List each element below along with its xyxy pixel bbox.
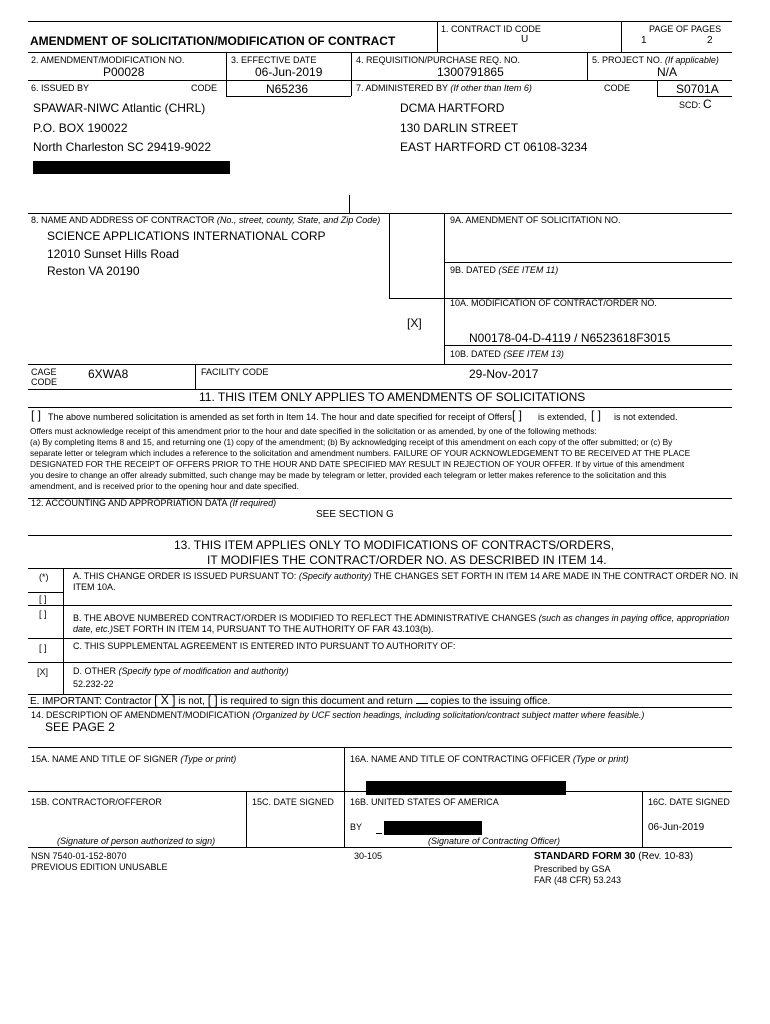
- administered-by-code-value: S0701A: [676, 82, 719, 96]
- contractor-address-line-2: 12010 Sunset Hills Road: [47, 247, 180, 261]
- issued-by-code-label: CODE: [191, 83, 218, 93]
- modification-checkbox[interactable]: [X]: [407, 316, 422, 330]
- form-title: AMENDMENT OF SOLICITATION/MODIFICATION OF CONTRACT: [30, 34, 396, 48]
- prescribed-by: Prescribed by GSA: [534, 864, 611, 874]
- item-13c-text: C. THIS SUPPLEMENTAL AGREEMENT IS ENTERED INTO PURSUANT TO AUTHORITY OF:: [73, 641, 456, 651]
- requisition-no-value: 1300791865: [437, 65, 504, 79]
- item-13a-text-2: ITEM 10A.: [73, 582, 116, 592]
- description-value: SEE PAGE 2: [45, 720, 115, 734]
- item-13-heading-2: IT MODIFIES THE CONTRACT/ORDER NO. AS DESCRIBED IN ITEM 14.: [207, 553, 607, 567]
- item-13b-check[interactable]: [ ]: [39, 609, 47, 619]
- officer-signature-note: (Signature of Contracting Officer): [428, 836, 561, 846]
- not-extended-label: is not extended.: [614, 412, 678, 422]
- contract-dated-value: 29-Nov-2017: [469, 367, 539, 381]
- item-13d-authority: 52.232-22: [73, 679, 114, 689]
- officer-date-signed-value: 06-Jun-2019: [648, 822, 705, 833]
- amendment-no-label: 2. AMENDMENT/MODIFICATION NO.: [31, 55, 185, 65]
- contractor-label: 8. NAME AND ADDRESS OF CONTRACTOR (No., street, county, State, and Zip Code): [31, 215, 381, 225]
- admin-address-line-2: 130 DARLIN STREET: [400, 121, 519, 135]
- contractor-address-line-1: SCIENCE APPLICATIONS INTERNATIONAL CORP: [47, 229, 326, 243]
- admin-address-line-1: DCMA HARTFORD: [400, 101, 505, 115]
- accounting-data-value: SEE SECTION G: [316, 509, 394, 520]
- effective-date-label: 3. EFFECTIVE DATE: [231, 55, 317, 65]
- contractor-signature-note: (Signature of person authorized to sign): [57, 836, 216, 846]
- item-13c-check[interactable]: [ ]: [39, 643, 47, 653]
- description-label: 14. DESCRIPTION OF AMENDMENT/MODIFICATION (Organized by UCF section headings, including solicitation/contract subject matter where feasible.): [31, 710, 645, 720]
- contract-order-no-value: N00178-04-D-4119 / N6523618F3015: [469, 331, 671, 345]
- usa-label: 16B. UNITED STATES OF AMERICA: [350, 797, 499, 807]
- amendment-of-solicitation-label: 9A. AMENDMENT OF SOLICITATION NO.: [450, 215, 621, 225]
- issued-by-code-value: N65236: [266, 82, 309, 96]
- item-11-para-3: separate letter or telegram which includes a reference to the solicitation and amendment numbers. FAILURE OF YOUR ACKNOWLEDGEMENT TO BE RECEIVED AT THE PLACE: [30, 448, 691, 458]
- redaction-bar: [384, 821, 482, 835]
- item-11-para-6: amendment, and is received prior to the opening hour and date specified.: [30, 481, 299, 491]
- item-11-checkbox[interactable]: [ ]: [31, 408, 42, 422]
- contract-id-code-value: U: [521, 34, 529, 45]
- signature-underline: [376, 833, 382, 834]
- contractor-not-required-checkbox[interactable]: [ X ]: [154, 693, 176, 707]
- cage-code-value: 6XWA8: [88, 367, 129, 381]
- solicitation-dated-label: 9B. DATED (SEE ITEM 11): [450, 265, 559, 275]
- item-13-heading-1: 13. THIS ITEM APPLIES ONLY TO MODIFICATIONS OF CONTRACTS/ORDERS,: [174, 538, 615, 552]
- contractor-offeror-label: 15B. CONTRACTOR/OFFEROR: [31, 797, 162, 807]
- signer-name-label: 15A. NAME AND TITLE OF SIGNER (Type or print): [31, 754, 237, 764]
- by-label: BY: [350, 822, 363, 832]
- issued-by-label: 6. ISSUED BY: [31, 83, 90, 93]
- contract-dated-label: 10B. DATED (SEE ITEM 13): [450, 349, 564, 359]
- item-11-heading: 11. THIS ITEM ONLY APPLIES TO AMENDMENTS OF SOLICITATIONS: [199, 390, 586, 404]
- contractor-address-line-3: Reston VA 20190: [47, 264, 140, 278]
- page-number: 1: [641, 35, 647, 46]
- contractor-required-checkbox[interactable]: [ ]: [207, 693, 218, 707]
- item-11-para-1: Offers must acknowledge receipt of this amendment prior to the hour and date specified in the solicitation or as amended, by one of the following methods:: [30, 426, 597, 436]
- item-13-blank-check[interactable]: [ ]: [39, 594, 47, 604]
- officer-date-signed-label: 16C. DATE SIGNED: [648, 797, 730, 807]
- issuer-address-line-1: SPAWAR-NIWC Atlantic (CHRL): [33, 101, 206, 115]
- previous-edition-note: PREVIOUS EDITION UNUSABLE: [31, 862, 168, 872]
- item-13b-text: B. THE ABOVE NUMBERED CONTRACT/ORDER IS MODIFIED TO REFLECT THE ADMINISTRATIVE CHANGES (such as changes in paying office, appropriation: [73, 613, 730, 623]
- page-of-pages-label: PAGE OF PAGES: [649, 24, 722, 34]
- cage-label-1: CAGE: [31, 367, 57, 377]
- contracting-officer-name-label: 16A. NAME AND TITLE OF CONTRACTING OFFICER (Type or print): [350, 754, 629, 764]
- item-11-para-4: DESIGNATED FOR THE RECEIPT OF OFFERS PRIOR TO THE HOUR AND DATE SPECIFIED MAY RESULT IN REJECTION OF YOUR OFFER. If by virtue of this amendment: [30, 459, 685, 469]
- issuer-address-line-2: P.O. BOX 190022: [33, 121, 128, 135]
- extended-checkbox[interactable]: [ ]: [512, 408, 523, 422]
- redaction-bar: [33, 161, 230, 174]
- item-11-para-5: you desire to change an offer already submitted, such change may be made by telegram or letter, provided each telegram or letter makes reference to the solicitation and this: [30, 470, 667, 480]
- standard-form-title: STANDARD FORM 30 (Rev. 10-83): [534, 851, 694, 862]
- item-13d-check[interactable]: [X]: [37, 667, 49, 677]
- issuer-address-line-3: North Charleston SC 29419-9022: [33, 140, 212, 154]
- administered-by-code-label: CODE: [604, 83, 631, 93]
- cage-label-2: CODE: [31, 377, 58, 387]
- contractor-date-signed-label: 15C. DATE SIGNED: [252, 797, 334, 807]
- copies-blank: [416, 703, 428, 704]
- modification-of-contract-label: 10A. MODIFICATION OF CONTRACT/ORDER NO.: [450, 298, 657, 308]
- total-pages: 2: [707, 35, 713, 46]
- not-extended-checkbox[interactable]: [ ]: [591, 408, 602, 422]
- item-13a-text: A. THIS CHANGE ORDER IS ISSUED PURSUANT TO: (Specify authority) THE CHANGES SET FORTH IN ITEM 14 ARE MADE IN THE CONTRACT ORDER NO. IN: [73, 571, 739, 581]
- redaction-bar: [366, 781, 566, 795]
- requisition-no-label: 4. REQUISITION/PURCHASE REQ. NO.: [356, 55, 521, 65]
- far-reference: FAR (48 CFR) 53.243: [534, 875, 622, 885]
- project-no-value: N/A: [657, 65, 678, 79]
- nsn-number: NSN 7540-01-152-8070: [31, 851, 127, 861]
- project-no-label: 5. PROJECT NO. (If applicable): [592, 55, 719, 65]
- item-13b-text-2: date, etc.)SET FORTH IN ITEM 14, PURSUANT TO THE AUTHORITY OF FAR 43.103(b).: [73, 624, 434, 634]
- important-line: E. IMPORTANT: Contractor [ X ] is not, [ ] is required to sign this document and return copies to the issuing office.: [30, 693, 551, 707]
- amendment-no-value: P00028: [103, 65, 145, 79]
- contract-id-code-label: 1. CONTRACT ID CODE: [441, 24, 541, 34]
- scd-label: SCD: C: [679, 97, 712, 111]
- administered-by-label: 7. ADMINISTERED BY (If other than Item 6): [356, 83, 532, 93]
- extended-label: is extended,: [538, 412, 587, 422]
- item-13d-text: D. OTHER (Specify type of modification and authority): [73, 666, 289, 676]
- effective-date-value: 06-Jun-2019: [255, 65, 323, 79]
- form-number: 30-105: [354, 851, 383, 861]
- accounting-data-label: 12. ACCOUNTING AND APPROPRIATION DATA (If required): [31, 498, 277, 508]
- facility-code-label: FACILITY CODE: [201, 367, 269, 377]
- admin-address-line-3: EAST HARTFORD CT 06108-3234: [400, 140, 588, 154]
- item-11-text: The above numbered solicitation is amended as set forth in Item 14. The hour and date specified for receipt of Offers: [48, 412, 512, 422]
- item-13a-check[interactable]: (*): [39, 572, 49, 582]
- item-11-para-2: (a) By completing Items 8 and 15, and returning one (1) copy of the amendment; (b) By acknowledging receipt of this amendment on each copy of the offer submitted; or (c) By: [30, 437, 673, 447]
